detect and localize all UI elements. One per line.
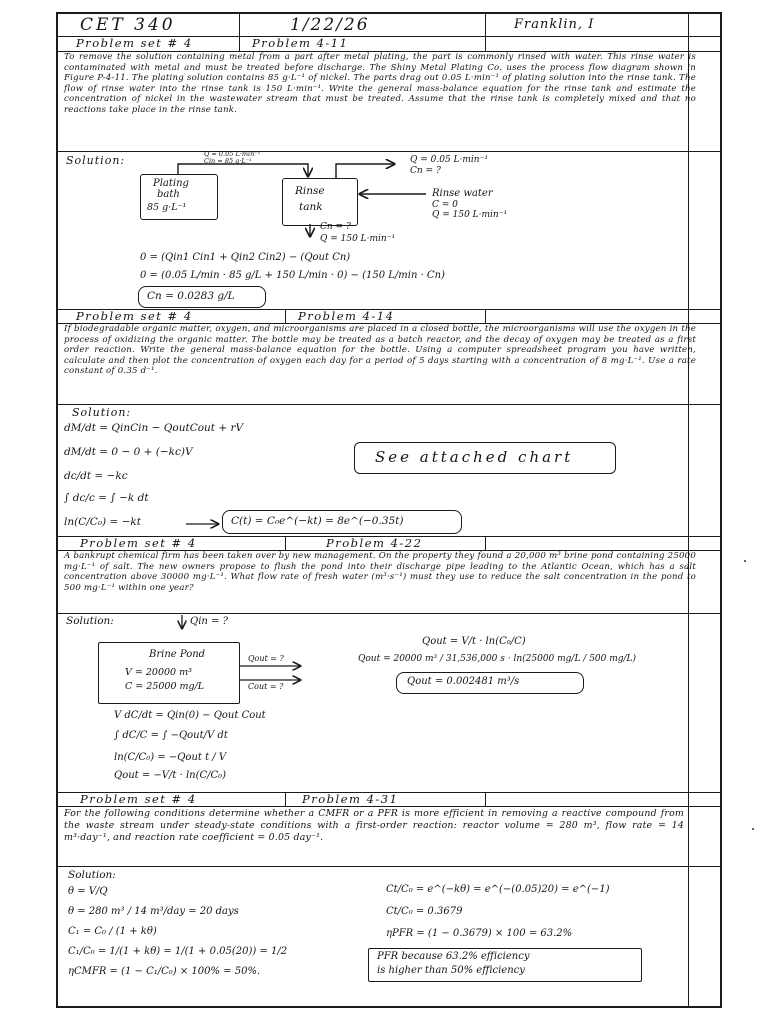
statement-rule [58,404,720,405]
wastewater-q: Q = 150 L·min⁻¹ [320,234,396,244]
rinse-water-label: Rinse water [432,188,493,199]
mass-balance-substitution: 0 = (0.05 L/min · 85 g/L + 150 L/min · 0) − (150 L/min · Cn) [140,270,445,281]
pond-volume: V = 20000 m³ [125,667,192,678]
inflow-c-label: Cin = 85 g·L⁻¹ [204,157,252,165]
flow-formula: Qout = V/t · ln(C₀/C) [422,636,526,647]
title-divider [485,536,486,550]
outflow-q-label: Q = 0.05 L·min⁻¹ [410,155,488,165]
answer-value: C(t) = C₀e^(−kt) = 8e^(−0.35t) [231,515,404,527]
statement-rule [58,613,720,614]
outflow-c-label: Cn = ? [410,166,441,176]
student-name: Franklin, I [514,17,595,32]
residence-time-value: θ = 280 m³ / 14 m³/day = 20 days [68,906,239,917]
brine-pond-box [98,642,240,704]
mass-balance-equation: 0 = (Qin1 Cin1 + Qin2 Cin2) − (Qout Cn) [140,252,351,263]
pfr-formula: Ct/C₀ = e^(−kθ) = e^(−(0.05)20) = e^(−1) [386,884,610,895]
problem-number: Problem 4-11 [252,36,349,50]
rinse-tank-label: Rinse [295,185,325,197]
conclusion-line: is higher than 50% efficiency [377,965,525,976]
implies-arrow [186,518,226,530]
rinse-water-c: C = 0 [432,200,458,210]
statement-rule [58,866,720,867]
pond-mass-balance: V dC/dt = Qin(0) − Qout Cout [114,710,266,721]
rinse-water-q: Q = 150 L·min⁻¹ [432,210,508,220]
problem-statement: A bankrupt chemical firm has been taken over by new management. On the property they found a 20,000 m³ brine pond containing 25000 mg·L⁻¹ of salt. The new owners propose to flush the pond into their discharge pipe leading to the Atlantic Ocean, which has a salt concentration above 30000 mg·L⁻¹. What flow rate of fresh water (m³·s⁻¹) must they use to reduce the salt concentration in the pond to 500 mg·L⁻¹ within one year? [64,551,696,593]
residence-time-formula: θ = V/Q [68,886,108,897]
answer-value: Cn = 0.0283 g/L [147,290,235,302]
solution-label: Solution: [68,869,116,881]
rinse-tank-label: tank [299,201,323,213]
conclusion-box [368,948,642,982]
plating-bath-label: Plating [153,178,189,189]
inflow-q-label: Q = 0.05 L·min⁻¹ [204,150,261,158]
problem-set-label: Problem set # 4 [80,792,197,806]
problem-set-label: Problem set # 4 [80,536,197,550]
answer-box [396,672,584,694]
pond-title: Brine Pond [149,649,206,660]
problem-statement: For the following conditions determine whether a CMFR or a PFR is more efficient in removing a reactive compound from the waste stream under steady-state conditions with a first-order reaction: reactor volume = 280 m³, flow rate = 14 m³·day⁻¹, and reaction rate coefficient = 0.05 day⁻¹. [64,808,684,843]
solution-label: Solution: [72,406,132,419]
integral-setup: ∫ dc/c = ∫ −k dt [64,492,149,504]
wastewater-c: Cn = ? [320,222,351,232]
problem-statement: To remove the solution containing metal from a part after metal plating, the part is commonly rinsed with water. This rinse water is contaminated with metal and must be treated before discharge. The Shiny Metal Plating Co. uses the process flow diagram shown in Figure P-4-11. The plating solution contains 85 g·L⁻¹ of nickel. The parts drag out 0.05 L·min⁻¹ of plating solution into the rinse tank. The flow of rinse water into the rinse tank is 150 L·min⁻¹. Write the general mass-balance equation for the rinse tank and estimate the concentration of nickel in the wastewater stream that must be treated. Assume that the rinse tank is completely mixed and that no reactions take place in the rinse tank. [64,52,696,115]
title-rule [58,806,720,807]
general-mass-balance: dM/dt = QinCin − QoutCout + rV [64,422,244,434]
course-title: CET 340 [80,15,176,35]
pen-mark [744,560,746,562]
problem-set-label: Problem set # 4 [76,36,193,50]
plating-bath-label: bath [157,189,180,200]
answer-box [222,510,462,534]
solution-label: Solution: [66,615,114,627]
pfr-ratio: Ct/C₀ = 0.3679 [386,906,463,917]
cmfr-ratio: C₁/C₀ = 1/(1 + kθ) = 1/(1 + 0.05(20)) = 1/2 [68,946,288,957]
inflow-label: Qin = ? [190,616,228,627]
title-divider [485,792,486,806]
title-divider [285,792,286,806]
problem-number: Problem 4-31 [302,792,399,806]
rate-equation: dc/dt = −kc [64,470,128,482]
chart-note: See attached chart [375,448,574,466]
cmfr-formula: C₁ = C₀ / (1 + kθ) [68,926,157,937]
pond-integral: ∫ dC/C = ∫ −Qout/V dt [114,730,228,741]
log-solution: ln(C/C₀) = −kt [64,516,141,528]
pond-concentration: C = 25000 mg/L [125,681,205,692]
pfr-efficiency: ηPFR = (1 − 0.3679) × 100 = 63.2% [386,928,573,939]
problem-set-label: Problem set # 4 [76,309,193,323]
answer-box [138,286,266,308]
solution-label: Solution: [66,154,126,167]
date-label: 1/22/26 [290,15,370,35]
problem-number: Problem 4-22 [326,536,423,550]
chart-note-box [354,442,616,474]
problem-number: Problem 4-14 [298,309,395,323]
homework-sheet [56,12,722,1008]
pond-flow-expression: Qout = −V/t · ln(C/C₀) [114,770,227,781]
answer-value: Qout = 0.002481 m³/s [407,676,520,687]
title-divider [285,536,286,550]
conclusion-line: PFR because 63.2% efficiency [377,951,530,962]
mass-balance-simplified: dM/dt = 0 − 0 + (−kc)V [64,446,193,458]
title-divider [285,309,286,323]
pond-log-solution: ln(C/C₀) = −Qout t / V [114,752,227,763]
plating-bath-concentration: 85 g·L⁻¹ [147,202,187,213]
flow-substitution: Qout = 20000 m³ / 31,536,000 s · ln(25000 mg/L / 500 mg/L) [358,654,637,664]
cmfr-efficiency: ηCMFR = (1 − C₁/C₀) × 100% = 50%. [68,966,261,977]
outflow-c-label: Cout = ? [248,682,284,691]
title-divider [485,309,486,323]
problem-statement: If biodegradable organic matter, oxygen, and microorganisms are placed in a closed bottle, the microorganisms will use the oxygen in the process of oxidizing the organic matter. The bottle may be treated as a batch reactor, and the decay of oxygen may be treated as a first order reaction. Write the general mass-balance equation for the bottle. Using a computer spreadsheet program you have written, calculate and then plot the concentration of oxygen each day for a period of 5 days starting with a concentration of 8 mg·L⁻¹. Use a rate constant of 0.35 d⁻¹. [64,324,696,377]
outflow-q-label: Qout = ? [248,654,284,663]
pen-mark [752,828,754,830]
